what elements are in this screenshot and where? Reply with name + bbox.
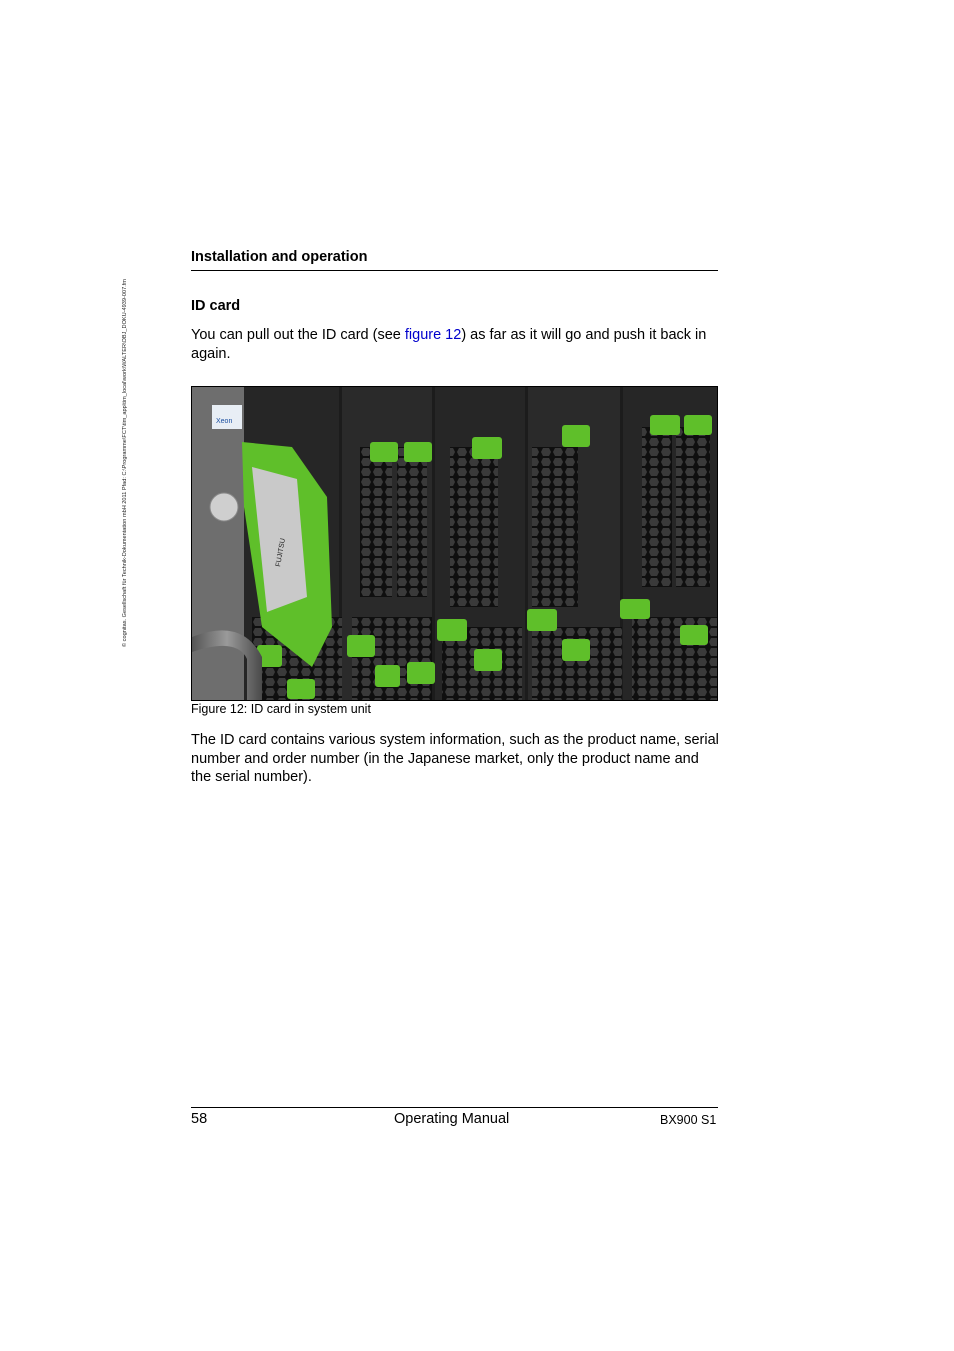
server-photo-illustration	[192, 387, 718, 701]
intro-text-before-link: You can pull out the ID card (see	[191, 327, 405, 343]
footer-rule	[191, 1107, 718, 1108]
thumbscrew-icon	[210, 493, 238, 521]
footer-product-name: BX900 S1	[660, 1113, 717, 1127]
figure-caption: Figure 12: ID card in system unit	[191, 702, 371, 716]
id-card-label-text: FUJITSU	[275, 537, 287, 568]
xeon-badge-text: Xeon	[216, 418, 233, 425]
running-header-title: Installation and operation	[191, 249, 368, 265]
intro-paragraph	[191, 326, 721, 363]
side-margin-note-text: © cognitas. Gesellschaft für Technik-Dokumentation mbH 2011 Pfad: C:\Programme\FCT\tim_app\tim_local\work\WALTER\OBJ_DOKU-4939-007.fm	[122, 279, 128, 647]
intro-text-after-link: ) as far as it will go and push it back in again.	[191, 327, 707, 362]
page-number: 58	[191, 1111, 208, 1127]
side-margin-note	[121, 242, 135, 647]
footer-manual-title: Operating Manual	[394, 1111, 510, 1127]
header-rule	[191, 270, 718, 271]
id-card-description: The ID card contains various system information, such as the product name, serial number and order number (in the Japanese market, only the product name and the serial number).	[191, 732, 719, 785]
figure-12-link[interactable]: figure 12	[404, 327, 462, 343]
figure-id-card-photo	[191, 386, 718, 701]
xeon-badge-icon	[212, 405, 242, 429]
section-heading: ID card	[191, 298, 241, 314]
